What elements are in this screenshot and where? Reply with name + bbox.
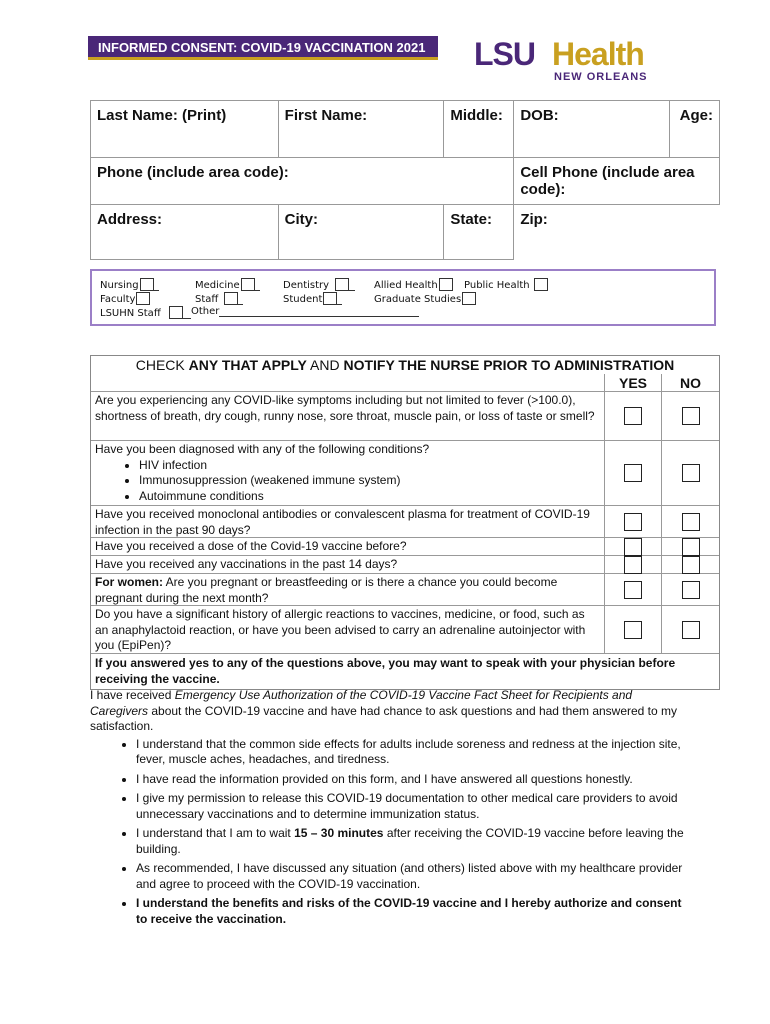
conditions-yes-checkbox[interactable] xyxy=(624,464,642,482)
conditions-text: Have you been diagnosed with any of the following conditions? xyxy=(95,442,430,456)
underline xyxy=(337,294,342,305)
last-name-label: Last Name: (Print) xyxy=(97,107,227,124)
antibodies-no-checkbox[interactable] xyxy=(682,513,700,531)
yes-column-header: YES xyxy=(605,374,662,391)
other-input[interactable] xyxy=(219,306,419,317)
pregnancy-no-checkbox[interactable] xyxy=(682,581,700,599)
medicine-checkbox[interactable] xyxy=(241,278,255,291)
header-bold-1: ANY THAT APPLY xyxy=(188,357,307,373)
city-label: City: xyxy=(284,211,318,228)
consent-item: • I understand that the common side effects for adults include soreness and redness at the injection site, fever, muscle aches, headaches, and tiredness. xyxy=(136,737,690,768)
logo-lsu-text: LSU xyxy=(474,36,535,72)
fact-sheet-title: Emergency Use Authorization of the COVID-19 Vaccine Fact Sheet for Recipients and Caregivers xyxy=(90,688,633,718)
form-title: INFORMED CONSENT: COVID-19 VACCINATION 2021 xyxy=(88,36,438,60)
symptoms-no-checkbox[interactable] xyxy=(682,407,700,425)
recent-vaccinations-yes-checkbox[interactable] xyxy=(624,556,642,574)
no-column-header: NO xyxy=(680,374,701,391)
allergies-yes-checkbox[interactable] xyxy=(624,621,642,639)
address-label: Address: xyxy=(97,211,163,228)
consent-item: • As recommended, I have discussed any situation (and others) listed above with my healthcare provider and agree to proceed with the COVID-19 vaccination. xyxy=(136,861,690,892)
logo-health-text: Health xyxy=(552,36,644,72)
consent-item: • I understand the benefits and risks of the COVID-19 vaccine and I hereby authorize and consent to receive the vaccination. xyxy=(136,896,690,927)
public-health-label: Public Health xyxy=(464,280,530,291)
allied-health-label: Allied Health xyxy=(374,280,438,291)
recent-vaccinations-no-checkbox[interactable] xyxy=(682,556,700,574)
wait-duration: 15 – 30 minutes xyxy=(294,826,384,840)
middle-field[interactable] xyxy=(444,101,514,158)
question-pregnancy xyxy=(91,574,605,605)
header-bold-2: NOTIFY THE NURSE PRIOR TO ADMINISTRATION xyxy=(343,357,675,373)
graduate-studies-checkbox[interactable] xyxy=(462,292,476,305)
consent-item: • I give my permission to release this COVID-19 documentation to other medical care providers to avoid unnecessary vaccinations and to determine immunization status. xyxy=(136,791,690,822)
zip-field[interactable] xyxy=(514,205,720,260)
age-label: Age: xyxy=(679,107,713,124)
underline xyxy=(154,280,159,291)
symptoms-yes-checkbox[interactable] xyxy=(624,407,642,425)
wait-text-end: after receiving the COVID-19 vaccine before leaving the building. xyxy=(136,826,684,856)
nursing-label: Nursing xyxy=(100,280,139,291)
zip-label: Zip: xyxy=(520,211,548,228)
lsuhn-staff-checkbox[interactable] xyxy=(169,306,183,319)
lsuhn-staff-label: LSUHN Staff xyxy=(100,308,161,319)
underline xyxy=(238,294,243,305)
logo-subtitle: NEW ORLEANS xyxy=(554,71,648,83)
allied-health-checkbox[interactable] xyxy=(439,278,453,291)
consent-item: • I have read the information provided on this form, and I have answered all questions honestly. xyxy=(136,772,690,788)
consent-section xyxy=(90,688,690,931)
for-women-label: For women: xyxy=(95,575,163,589)
affiliation-box xyxy=(90,269,716,326)
first-name-field[interactable] xyxy=(278,101,444,158)
wait-text: I understand that I am to wait xyxy=(136,826,295,840)
lsu-health-logo xyxy=(474,38,654,86)
state-field[interactable] xyxy=(444,205,514,260)
public-health-checkbox[interactable] xyxy=(534,278,548,291)
condition-item: • HIV infection xyxy=(139,458,600,474)
question-recent-vaccinations: Have you received any vaccinations in the past 14 days? xyxy=(91,556,605,573)
condition-item: • Immunosuppression (weakened immune system) xyxy=(139,473,600,489)
middle-label: Middle: xyxy=(450,107,503,124)
dentistry-label: Dentistry xyxy=(283,280,330,291)
question-prior-dose: Have you received a dose of the Covid-19 vaccine before? xyxy=(91,538,605,555)
consent-item xyxy=(136,826,690,857)
faculty-checkbox[interactable] xyxy=(136,292,150,305)
staff-label: Staff xyxy=(195,294,219,305)
staff-checkbox[interactable] xyxy=(224,292,238,305)
physician-advisory: If you answered yes to any of the questions above, you may want to speak with your physician before receiving the vaccine. xyxy=(91,653,719,689)
underline xyxy=(349,280,355,291)
phone-field[interactable] xyxy=(91,158,514,205)
dob-label: DOB: xyxy=(520,107,559,124)
prior-dose-yes-checkbox[interactable] xyxy=(624,538,642,556)
student-label: Student xyxy=(283,294,323,305)
header-text: CHECK xyxy=(135,357,189,373)
antibodies-yes-checkbox[interactable] xyxy=(624,513,642,531)
age-field[interactable] xyxy=(669,101,719,158)
intro-text-end: about the COVID-19 vaccine and have had chance to ask questions and had them answered to my satisfaction. xyxy=(90,703,678,733)
student-checkbox[interactable] xyxy=(323,292,337,305)
graduate-studies-label: Graduate Studies xyxy=(374,294,462,305)
state-label: State: xyxy=(450,211,493,228)
conditions-no-checkbox[interactable] xyxy=(682,464,700,482)
prior-dose-no-checkbox[interactable] xyxy=(682,538,700,556)
phone-label: Phone (include area code): xyxy=(97,164,289,181)
allergies-no-checkbox[interactable] xyxy=(682,621,700,639)
intro-text: I have received xyxy=(90,688,175,702)
cell-phone-field[interactable] xyxy=(514,158,720,205)
consent-intro xyxy=(90,688,690,735)
header-text-mid: AND xyxy=(306,357,344,373)
patient-info-table xyxy=(90,100,720,260)
question-symptoms: Are you experiencing any COVID-like symptoms including but not limited to fever (>100.0), shortness of breath, dry cough, runny nose, sore throat, muscle pain, or loss of taste or smell? xyxy=(91,392,605,440)
faculty-label: Faculty xyxy=(100,294,136,305)
underline xyxy=(255,280,260,291)
other-label: Other xyxy=(191,306,220,317)
condition-item: • Autoimmune conditions xyxy=(139,489,600,505)
screening-questions-table xyxy=(90,355,720,690)
last-name-field[interactable] xyxy=(91,101,279,158)
question-allergies: Do you have a significant history of allergic reactions to vaccines, medicine, or food, such as an anaphylactoid reaction, or have you been advised to carry an adrenaline autoinjector with you (EpiPen)? xyxy=(91,606,605,653)
cell-phone-label: Cell Phone (include area code): xyxy=(520,164,695,198)
dentistry-checkbox[interactable] xyxy=(335,278,349,291)
nursing-checkbox[interactable] xyxy=(140,278,154,291)
screening-header xyxy=(91,356,719,374)
question-conditions xyxy=(91,441,605,505)
pregnancy-text: Are you pregnant or breastfeeding or is there a chance you could become pregnant during the next month? xyxy=(95,575,558,605)
medicine-label: Medicine xyxy=(195,280,240,291)
city-field[interactable] xyxy=(278,205,444,260)
address-field[interactable] xyxy=(91,205,279,260)
pregnancy-yes-checkbox[interactable] xyxy=(624,581,642,599)
underline xyxy=(183,308,191,319)
dob-field[interactable] xyxy=(514,101,670,158)
first-name-label: First Name: xyxy=(284,107,368,124)
question-antibodies: Have you received monoclonal antibodies or convalescent plasma for treatment of COVID-19 infection in the past 90 days? xyxy=(91,506,605,537)
